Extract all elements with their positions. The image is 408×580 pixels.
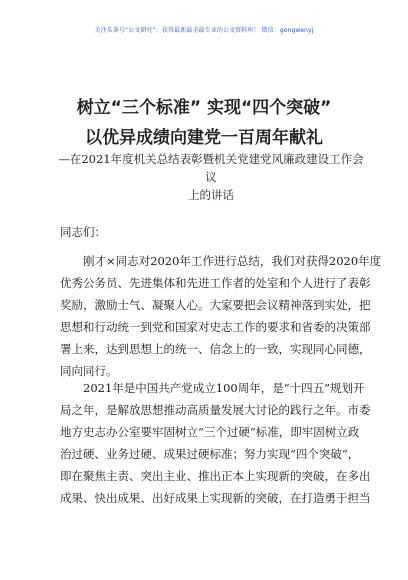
salutation: 同志们： — [60, 225, 106, 239]
subtitle — [56, 150, 366, 204]
paragraph-line: 成果、快出成果、出好成果上实现新的突破，在打造勇于担当 — [60, 491, 371, 505]
paragraph-1 — [60, 250, 382, 382]
paragraph-line: 奖励，激励士气、凝聚人心。大家要把会议精神落到实处，把 — [60, 298, 371, 312]
paragraph-line: 思想和行动统一到党和国家对史志工作的要求和省委的决策部 — [60, 320, 371, 334]
subtitle-line-2: 上的讲话 — [188, 188, 234, 202]
title-line-1: 树立“三个标准” 实现“四个突破” — [76, 98, 332, 118]
paragraph-2 — [60, 377, 371, 509]
paragraph-line: 局之年，是解放思想推动高质量发展大讨论的践行之年。市委 — [60, 403, 371, 417]
title-line-2: 以优异成绩向建党一百周年献礼 — [85, 128, 323, 148]
paragraph-line: 治过硬、业务过硬、成果过硬标准；努力实现“四个突破”， — [60, 447, 360, 461]
paragraph-line: 优秀公务员、先进集体和先进工作者的处室和个人进行了表彰 — [60, 276, 371, 290]
paragraph-line: 地方史志办公室要牢固树立“三个过硬”标准，即牢固树立政 — [60, 425, 360, 439]
subtitle-line-1: —在2021年度机关总结表彰暨机关党建党风廉政建设工作会议 — [58, 152, 364, 184]
paragraph-line: 同向同行。 — [60, 364, 118, 378]
paragraph-line: 2021年是中国共产党成立100周年，是“十四五”规划开 — [83, 381, 365, 395]
header-promo-note: 关注头条号“公文研究”，获得最新最全最专业的公文资料库！ 微信：gongwenyj — [94, 27, 314, 34]
paragraph-line: 刚才×同志对2020年工作进行总结，我们对获得2020年度 — [83, 254, 382, 268]
paragraph-line: 署上来，达到思想上的统一、信念上的一致，实现同心同德， — [60, 342, 371, 356]
paragraph-line: 即在聚焦主责、突出主业、推出正本上实现新的突破，在多出 — [60, 469, 371, 483]
